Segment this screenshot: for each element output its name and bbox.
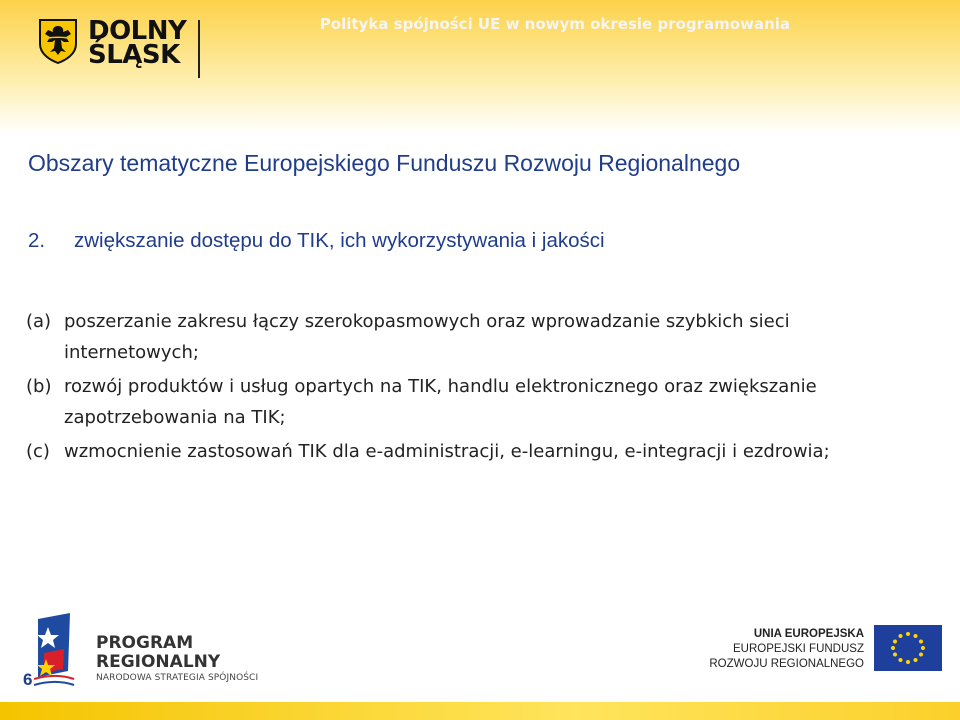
eu-logo <box>702 625 942 675</box>
eu-line-1: UNIA EUROPEJSKA <box>753 628 864 640</box>
header-divider <box>198 20 200 78</box>
list-item-marker: (b) <box>26 376 52 397</box>
list-item-a <box>26 306 926 368</box>
program-line-3: NARODOWA STRATEGIA SPÓJNOŚCI <box>96 673 259 683</box>
dolny-slask-logo <box>38 14 213 74</box>
list-item-c <box>26 436 926 467</box>
brand-line-2: ŚLĄSK <box>88 40 180 70</box>
list-item-marker: (a) <box>26 311 52 332</box>
slide-title: Obszary tematyczne Europejskiego Funduszu Rozwoju Regionalnego <box>28 150 741 176</box>
eu-text <box>709 627 864 672</box>
list-item-marker: (c) <box>26 441 50 462</box>
list-item-b <box>26 371 926 433</box>
main-point-text: zwiększanie dostępu do TIK, ich wykorzystywania i jakości <box>74 229 605 252</box>
main-point <box>28 229 605 253</box>
eu-line-2: EUROPEJSKI FUNDUSZ <box>733 643 864 655</box>
header-tagline: Polityka spójności UE w nowym okresie programowania <box>319 15 790 33</box>
program-regionalny-flag-icon <box>34 613 86 691</box>
main-point-number: 2. <box>28 229 46 252</box>
list-item-text: rozwój produktów i usług opartych na TIK, handlu elektronicznego oraz zwiększanie zapotrzebowania na TIK; <box>64 376 817 428</box>
page-number: 6 <box>23 670 33 689</box>
program-regionalny-logo <box>34 613 259 693</box>
program-line-1: PROGRAM <box>96 633 194 653</box>
dolny-slask-crest-icon <box>38 18 78 64</box>
list-item-text: poszerzanie zakresu łączy szerokopasmowych oraz wprowadzanie szybkich sieci internetowych; <box>64 311 790 363</box>
list-item-text: wzmocnienie zastosowań TIK dla e-administracji, e-learningu, e-integracji i ezdrowia; <box>64 441 830 462</box>
item-list <box>26 306 926 470</box>
eu-line-3: ROZWOJU REGIONALNEGO <box>709 658 864 670</box>
eu-flag-icon <box>874 625 942 671</box>
program-line-2: REGIONALNY <box>96 652 221 672</box>
brand-line-1: DOLNY <box>88 16 187 46</box>
footer-rule <box>0 702 960 720</box>
